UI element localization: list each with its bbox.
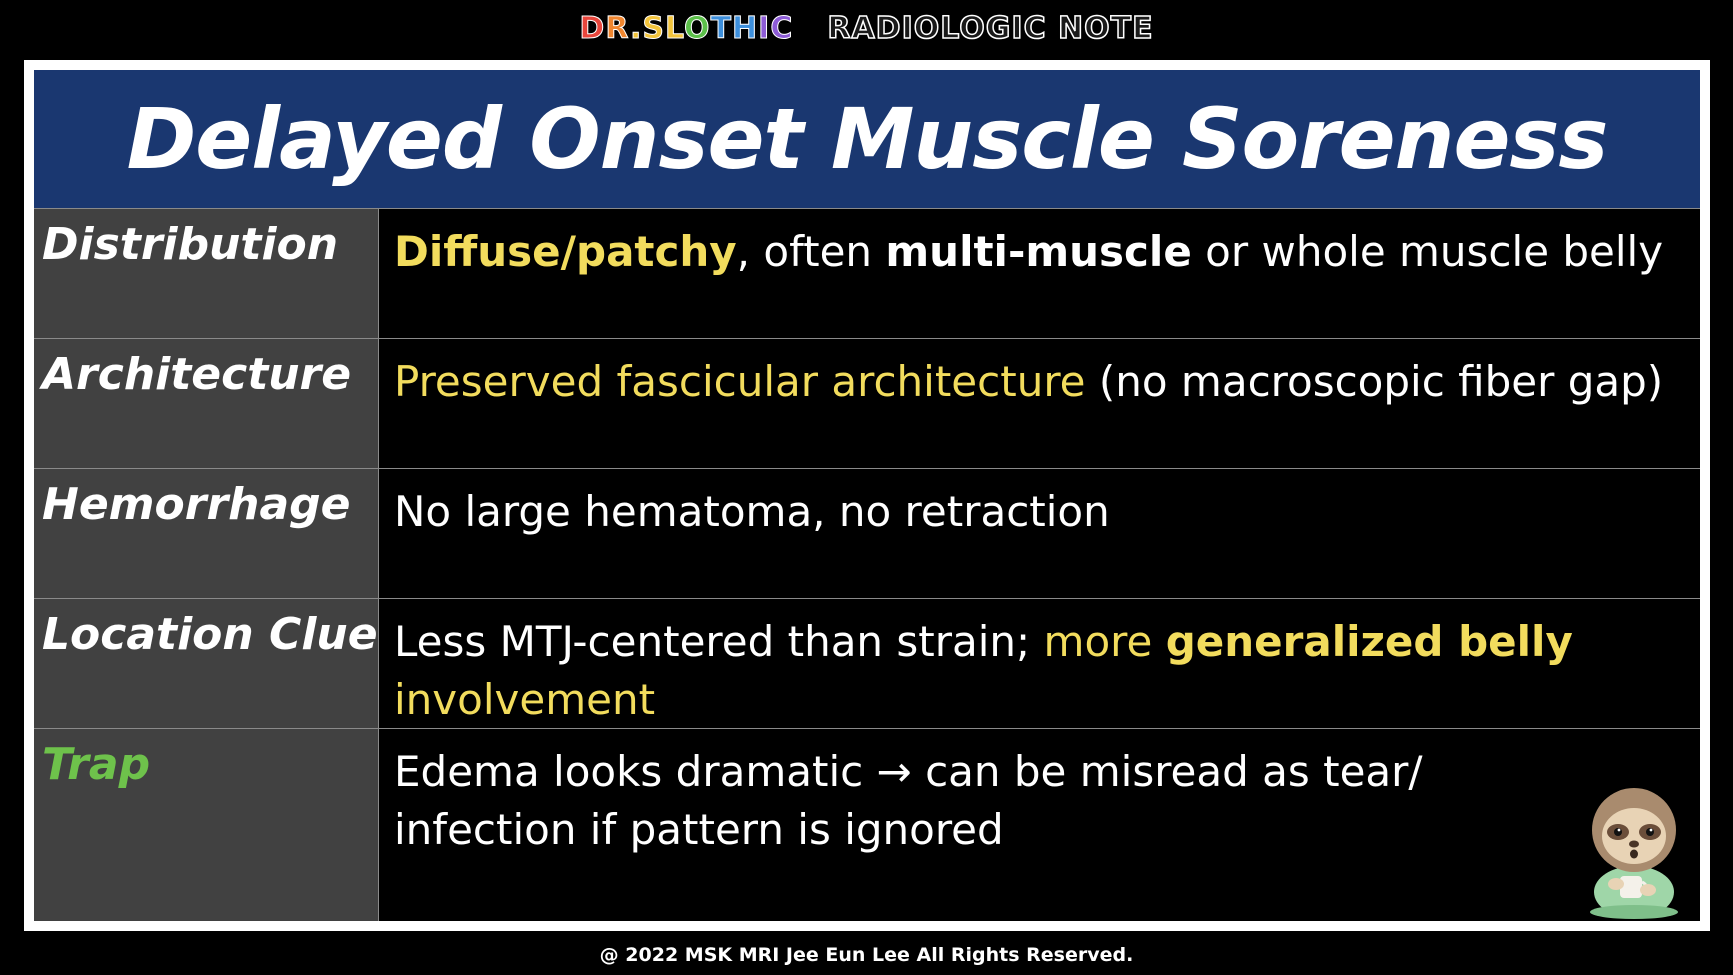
row-label-architecture: Architecture [34,339,379,482]
brand-header [0,4,1733,52]
content-panel [34,70,1700,921]
desc-segment: No large hematoma, no retraction [394,487,1110,536]
brand-logo-letter: R [605,10,630,46]
row-label-distribution: Distribution [34,209,379,352]
row-description-hemorrhage [394,483,1690,541]
row-label-hemorrhage: Hemorrhage [34,469,379,612]
row-description-location-clue [394,613,1690,729]
desc-segment: or whole muscle belly [1191,227,1664,276]
brand-logo [579,11,793,46]
desc-segment: Less MTJ-centered than strain; [394,617,1044,666]
desc-segment: , often [736,227,886,276]
brand-logo-letter: S [642,10,665,46]
brand-logo-letter: H [732,10,759,46]
brand-logo-letter: . [629,10,643,46]
desc-segment: Preserved fascicular architecture [394,357,1086,406]
brand-logo-letter: T [710,10,733,46]
row-description-trap [394,743,1464,859]
desc-segment: Diffuse/patchy [394,227,737,276]
content-frame [24,60,1710,931]
row-label-location-clue: Location Clue [34,599,379,742]
table-row-hemorrhage [34,468,1700,612]
brand-logo-letter: C [770,10,794,46]
copyright-footer: @ 2022 MSK MRI Jee Eun Lee All Rights Reserved. [599,944,1134,966]
table-row-location-clue [34,598,1700,742]
desc-segment: Edema looks dramatic → can be misread as tear/ infection if pattern is ignored [394,747,1423,854]
desc-segment: generalized belly [1165,617,1573,666]
page-title: Delayed Onset Muscle Soreness [126,90,1608,188]
brand-logo-letter: L [665,10,685,46]
comparison-table [34,208,1700,921]
desc-segment: involvement [394,675,656,724]
table-row-architecture [34,338,1700,482]
brand-tagline: RADIOLOGIC NOTE [827,10,1154,46]
row-label-trap: Trap [34,729,379,921]
brand-logo-letter: D [579,10,606,46]
desc-segment: more [1043,617,1166,666]
row-description-distribution [394,223,1690,281]
sloth-mascot-icon [1578,780,1690,920]
brand-logo-letter: I [758,10,771,46]
desc-segment: (no macroscopic fiber gap) [1085,357,1664,406]
row-description-architecture [394,353,1690,411]
title-bar [34,70,1700,208]
table-row-distribution [34,208,1700,352]
desc-segment: multi-muscle [885,227,1192,276]
brand-logo-letter: O [684,10,711,46]
table-row-trap [34,728,1700,921]
